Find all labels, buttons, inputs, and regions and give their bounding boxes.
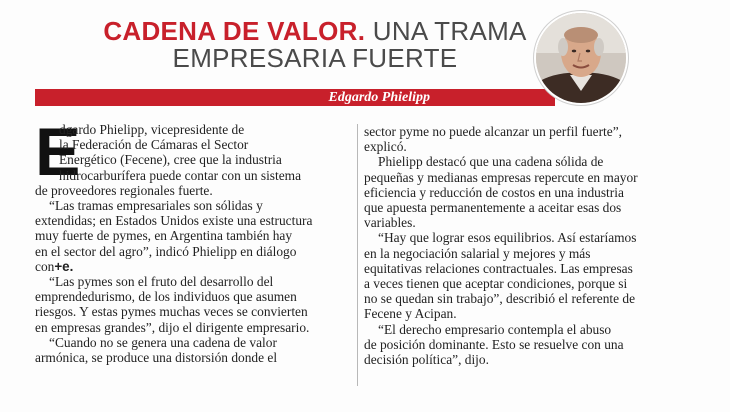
text-line: explicó.	[364, 139, 407, 155]
text-line: Fecene y Acipan.	[364, 306, 457, 322]
text-line: pequeñas y medianas empresas repercute en mayor	[364, 169, 638, 185]
text-line: hidrocarburífera puede contar con un sistema	[59, 167, 302, 183]
author-portrait	[536, 13, 626, 103]
text-line: variables.	[364, 215, 416, 231]
headline-light-line-1: UNA TRAMA	[372, 16, 527, 46]
text-line: sector pyme no puede alcanzar un perfil fuerte”,	[364, 124, 623, 139]
text-line: muy fuerte de pymes, en Argentina también hay	[35, 228, 293, 244]
text-line: en el sector del agro”, indicó Phielipp en diálogo	[35, 243, 297, 259]
text-line: “El derecho empresario contempla el abuso	[378, 321, 612, 337]
text-line: riesgos. Y estas pymes muchas veces se convierten	[35, 304, 308, 320]
article-column-right	[364, 124, 694, 367]
text-line: en la negociación salarial y mejores y más	[364, 245, 591, 261]
text-line: decisión política”, dijo.	[364, 352, 489, 368]
dropcap: E	[35, 114, 81, 190]
text-line: “Las tramas empresariales son sólidas y	[49, 198, 263, 214]
text-line: la Federación de Cámaras el Sector	[59, 137, 249, 153]
text-line: de proveedores regionales fuerte.	[35, 182, 213, 198]
text-line: de posición dominante. Esto se resuelve con una	[364, 336, 624, 352]
text-line: “Cuando no se genera una cadena de valor	[49, 334, 277, 350]
text-line: no se quedan sin trabajo”, describió el referente de	[364, 291, 636, 307]
text-line: Energético (Fecene), cree que la industria	[59, 152, 282, 168]
text-line: equitativas relaciones contractuales. Las empresas	[364, 260, 633, 276]
text-line: “Las pymes son el fruto del desarrollo del	[49, 274, 274, 290]
headline-light-line-2: EMPRESARIA FUERTE	[172, 43, 458, 73]
text-line-with-brand	[35, 259, 353, 274]
text-line: dgardo Phielipp, vicepresidente de	[59, 122, 245, 137]
text-line: armónica, se produce una distorsión donde el	[35, 350, 278, 366]
headline	[95, 18, 535, 72]
byline: Edgardo Phielipp	[328, 90, 430, 105]
byline-bar	[35, 89, 555, 106]
portrait-image	[536, 13, 626, 103]
text-line: emprendedurismo, de los individuos que asumen	[35, 289, 297, 305]
text-fragment: con	[35, 258, 55, 274]
text-line: “Hay que lograr esos equilibrios. Así estaríamos	[378, 230, 637, 246]
brand-mark: +e.	[54, 258, 74, 274]
text-line: extendidas; en Estados Unidos existe una estructura	[35, 213, 313, 229]
text-line: a veces tienen que aceptar condiciones, porque si	[364, 276, 628, 292]
text-line: que apuesta permanentemente a aceitar esas dos	[364, 200, 622, 216]
headline-strong: CADENA DE VALOR.	[103, 16, 366, 46]
text-line: Phielipp destacó que una cadena sólida de	[378, 154, 604, 170]
text-line: en empresas grandes”, dijo el dirigente empresario.	[35, 319, 310, 335]
column-divider	[357, 124, 358, 386]
article-column-left	[35, 114, 353, 366]
text-line: eficiencia y reducción de costos en una industria	[364, 184, 624, 200]
